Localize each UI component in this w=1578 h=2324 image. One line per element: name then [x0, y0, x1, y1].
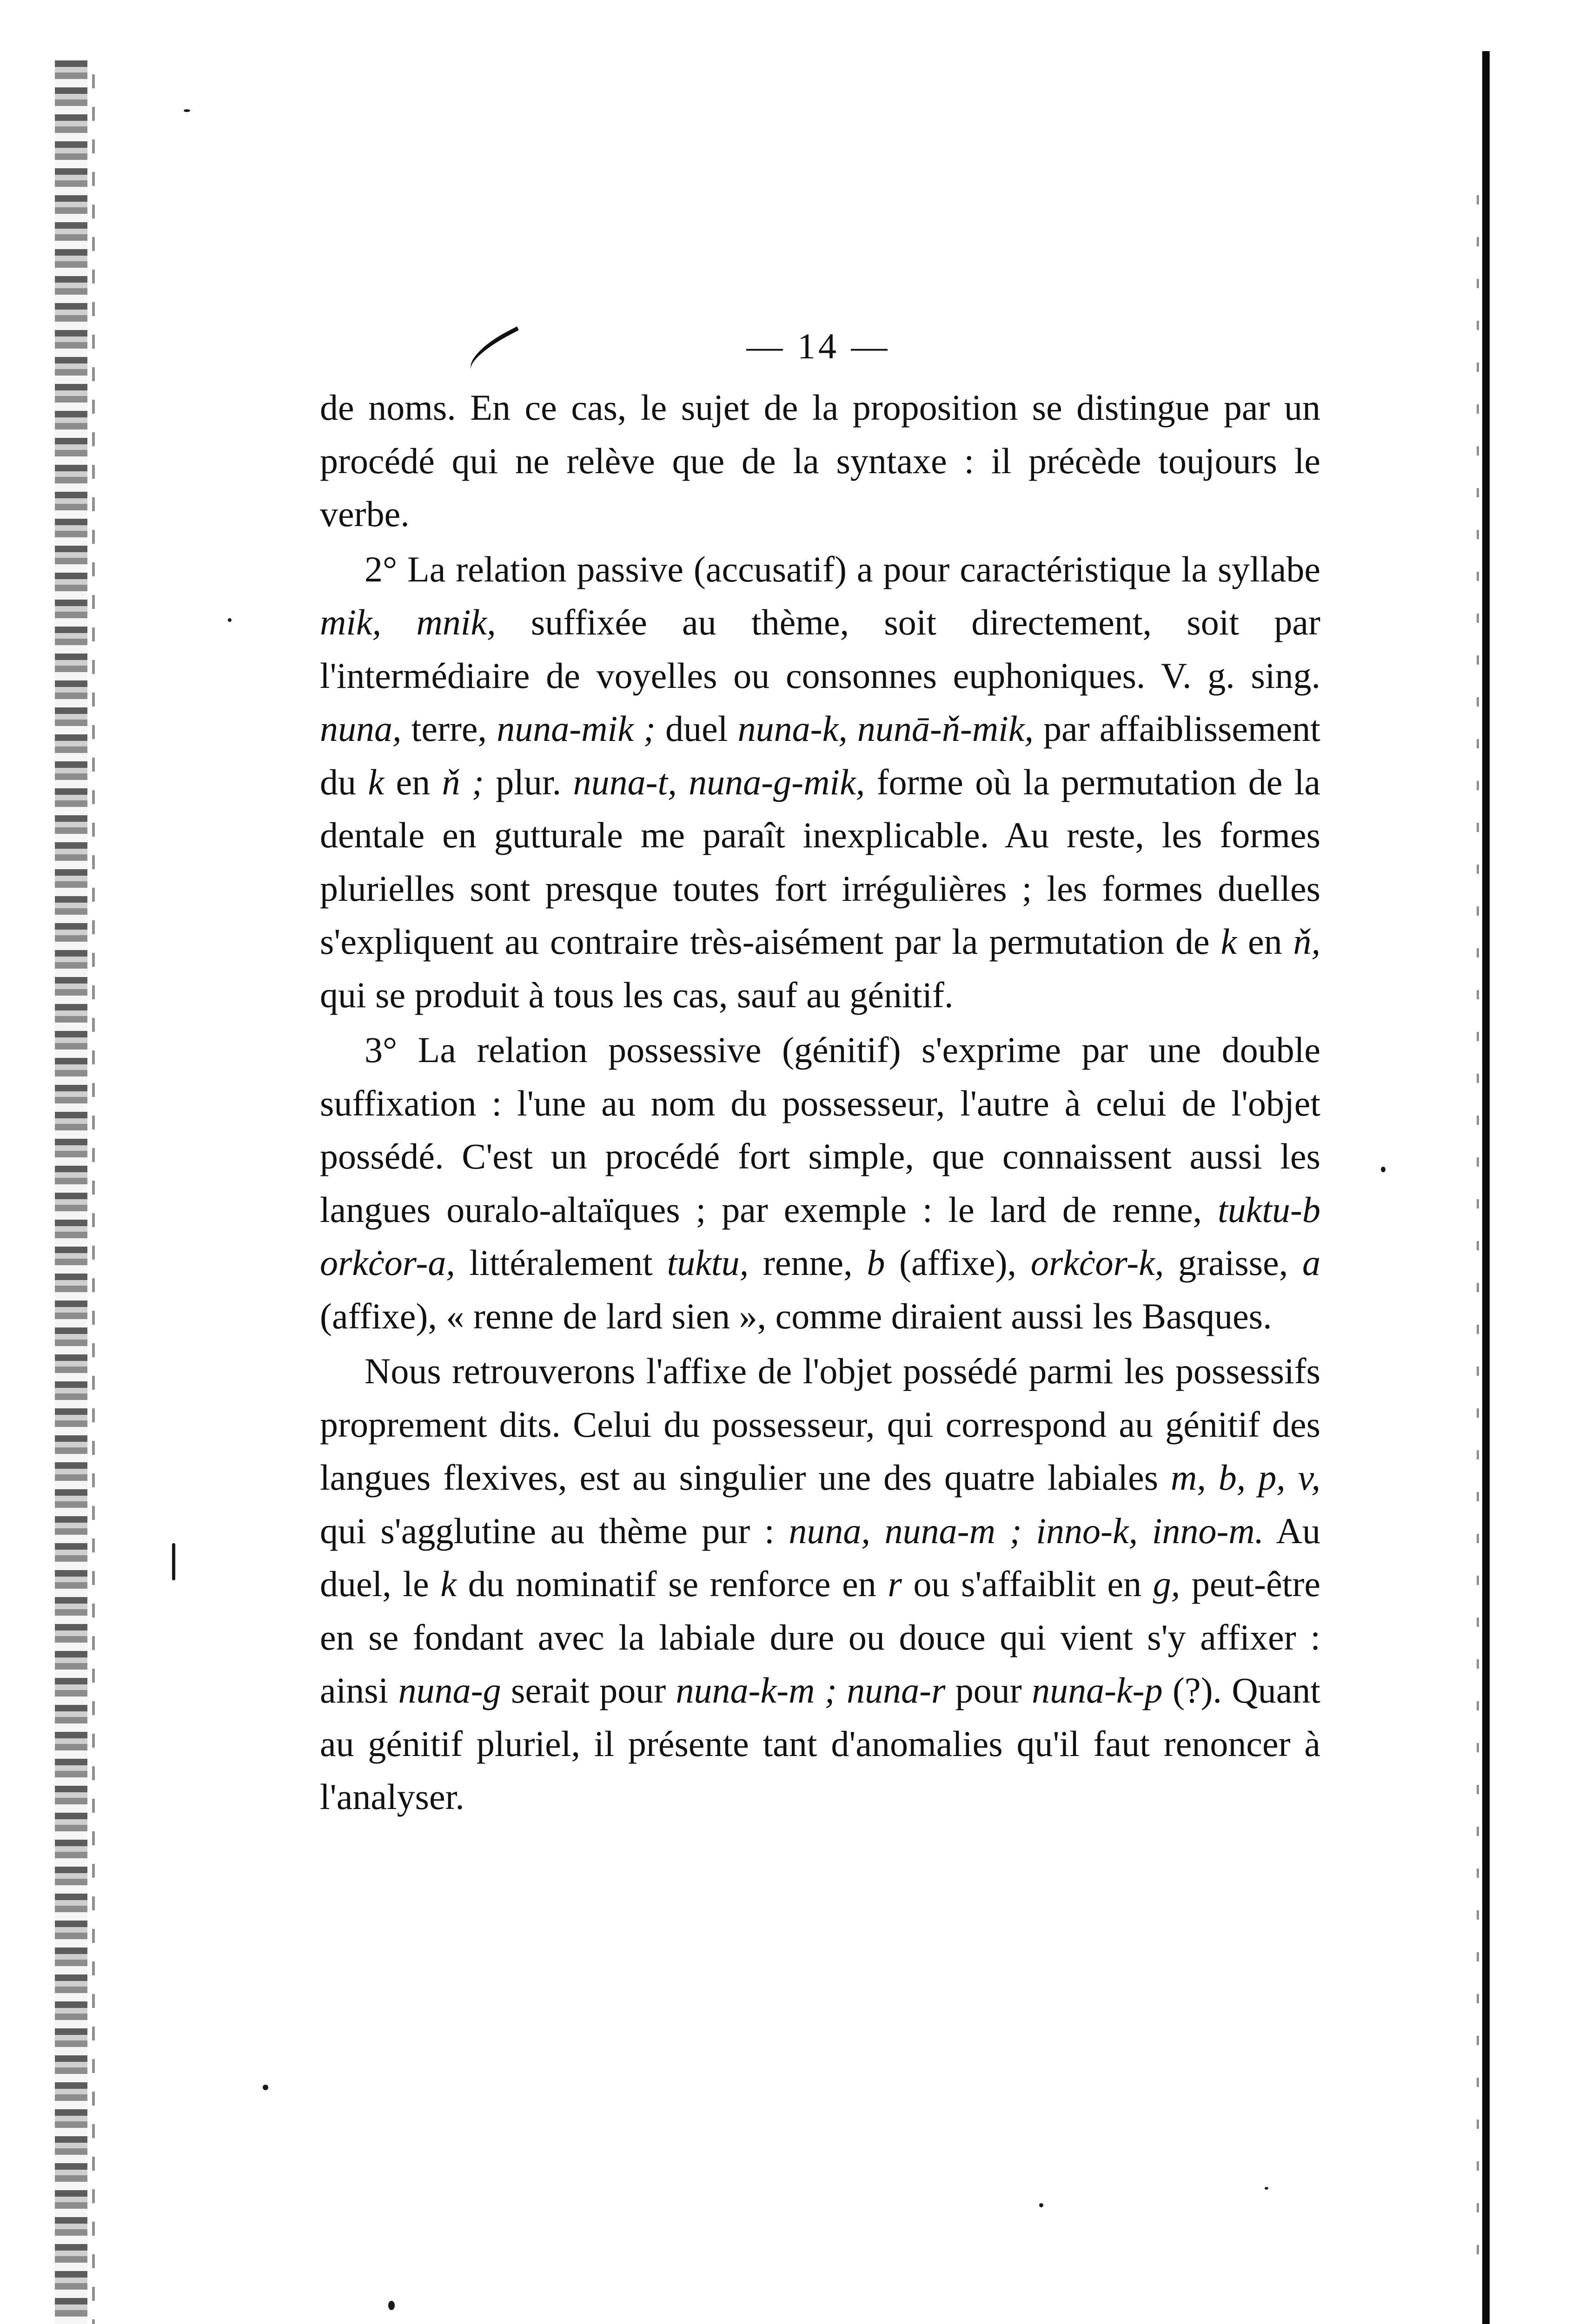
text-run: qui se produit à tous les cas, sauf au génitif. — [320, 974, 954, 1015]
text-run: peut-être en se fondant avec la labiale dure ou douce qui vient s'y affixer : ainsi — [320, 1564, 1320, 1710]
italic-term: b — [867, 1242, 885, 1283]
italic-term: ň ; — [442, 761, 484, 802]
text-run: suffixée au thème, soit directement, soit par l'intermédiaire de voyelles ou consonnes euphoniques. V. g. sing. — [320, 602, 1320, 696]
text-run: serait pour — [501, 1670, 676, 1710]
ink-speck — [1039, 2203, 1043, 2207]
text-run: graisse, — [1164, 1242, 1303, 1283]
italic-term: nuna, nuna-m ; inno-k, inno-m. — [789, 1510, 1264, 1551]
italic-term: k — [1220, 921, 1237, 962]
page-number: — 14 — — [746, 326, 890, 366]
text-run: 2° La relation passive (accusatif) a pour caractéristique la syllabe — [365, 548, 1320, 589]
scan-edge-left-inner — [92, 74, 95, 2324]
text-run: terre, — [401, 708, 497, 749]
scan-edge-right — [1482, 51, 1490, 2324]
scan-edge-left — [55, 60, 87, 2324]
text-run: Au duel, le — [320, 1510, 1320, 1604]
italic-term: k — [368, 761, 385, 802]
paragraph — [320, 1345, 1320, 1824]
italic-term: nuna-r — [847, 1670, 946, 1710]
text-run: par affaiblissement du — [320, 708, 1320, 802]
text-run: ou s'affaiblit en — [902, 1564, 1153, 1604]
italic-term: tuktu-b orkċor-a, — [320, 1189, 1320, 1283]
italic-term: nuna-mik ; — [497, 708, 656, 749]
text-run: forme où la permutation de la dentale en gutturale me paraît inexplicable. Au reste, les formes plurielles sont presque toutes fort irrégulières ; les formes duelles s'expliquent au contraire très-aisément par la permutation de — [320, 761, 1321, 962]
italic-term: nuna-g — [398, 1670, 501, 1710]
italic-term: r — [888, 1564, 902, 1604]
ink-speck — [172, 1543, 175, 1580]
text-run: (affixe), « renne de lard sien », comme diraient aussi les Basques. — [320, 1295, 1272, 1336]
italic-term: a — [1302, 1242, 1321, 1283]
ink-speck — [228, 618, 232, 622]
italic-term: g, — [1153, 1564, 1180, 1604]
italic-term: nuna-t, nuna-g-mik, — [573, 761, 865, 802]
text-run: en — [384, 761, 442, 802]
text-run: Nous retrouverons l'affixe de l'objet possédé parmi les possessifs proprement dits. Celui du possesseur, qui correspond au génitif des langues flexives, est au singulier une des quatre labiales — [320, 1351, 1320, 1498]
body-text — [320, 381, 1320, 1824]
italic-term: nuna-k, nunā-ň-mik, — [737, 708, 1034, 749]
italic-term: tuktu, — [667, 1242, 749, 1283]
italic-term: mik, mnik, — [320, 602, 496, 642]
text-run: en — [1237, 921, 1293, 962]
text-run: de noms. En ce cas, le sujet de la proposition se distingue par un procédé qui ne relève que de la syntaxe : il précède toujours le verbe. — [320, 387, 1320, 534]
italic-term: m, b, p, v, — [1171, 1457, 1320, 1498]
text-run: qui s'agglutine au thème pur : — [320, 1510, 789, 1551]
paragraph — [320, 543, 1320, 1022]
text-run: du nominatif se renforce en — [456, 1564, 888, 1604]
scan-edge-right-inner — [1477, 195, 1479, 2287]
text-run: plur. — [484, 761, 573, 802]
ink-mark — [464, 326, 527, 373]
text-run: duel — [655, 708, 738, 749]
italic-term: ň, — [1293, 921, 1320, 962]
ink-speck — [184, 109, 190, 112]
italic-term: nuna, — [320, 708, 402, 749]
text-run: renne, — [749, 1242, 867, 1283]
text-run: 3° La relation possessive (génitif) s'exprime par une double suffixation : l'une au nom du possesseur, l'autre à celui de l'objet possédé. C'est un procédé fort simple, que connaissent aussi les langues ouralo-altaïques ; par exemple : le lard de renne, — [320, 1030, 1320, 1230]
paragraph — [320, 381, 1320, 541]
paragraph — [320, 1023, 1320, 1343]
text-run: (affixe), — [885, 1242, 1031, 1283]
text-run — [837, 1670, 847, 1710]
italic-term: orkċor-k, — [1030, 1242, 1164, 1283]
text-run: (?). Quant au génitif pluriel, il présente tant d'anomalies qu'il faut renoncer à l'analyser. — [320, 1670, 1321, 1817]
italic-term: nuna-k-m ; — [676, 1670, 837, 1710]
text-run: pour — [945, 1670, 1032, 1710]
ink-speck — [1265, 2187, 1268, 2190]
text-run: littéralement — [455, 1242, 667, 1283]
ink-speck — [263, 2085, 268, 2090]
ink-speck — [1381, 1167, 1386, 1172]
italic-term: k — [440, 1564, 457, 1604]
ink-speck — [388, 2301, 395, 2310]
italic-term: nuna-k-p — [1032, 1670, 1163, 1710]
